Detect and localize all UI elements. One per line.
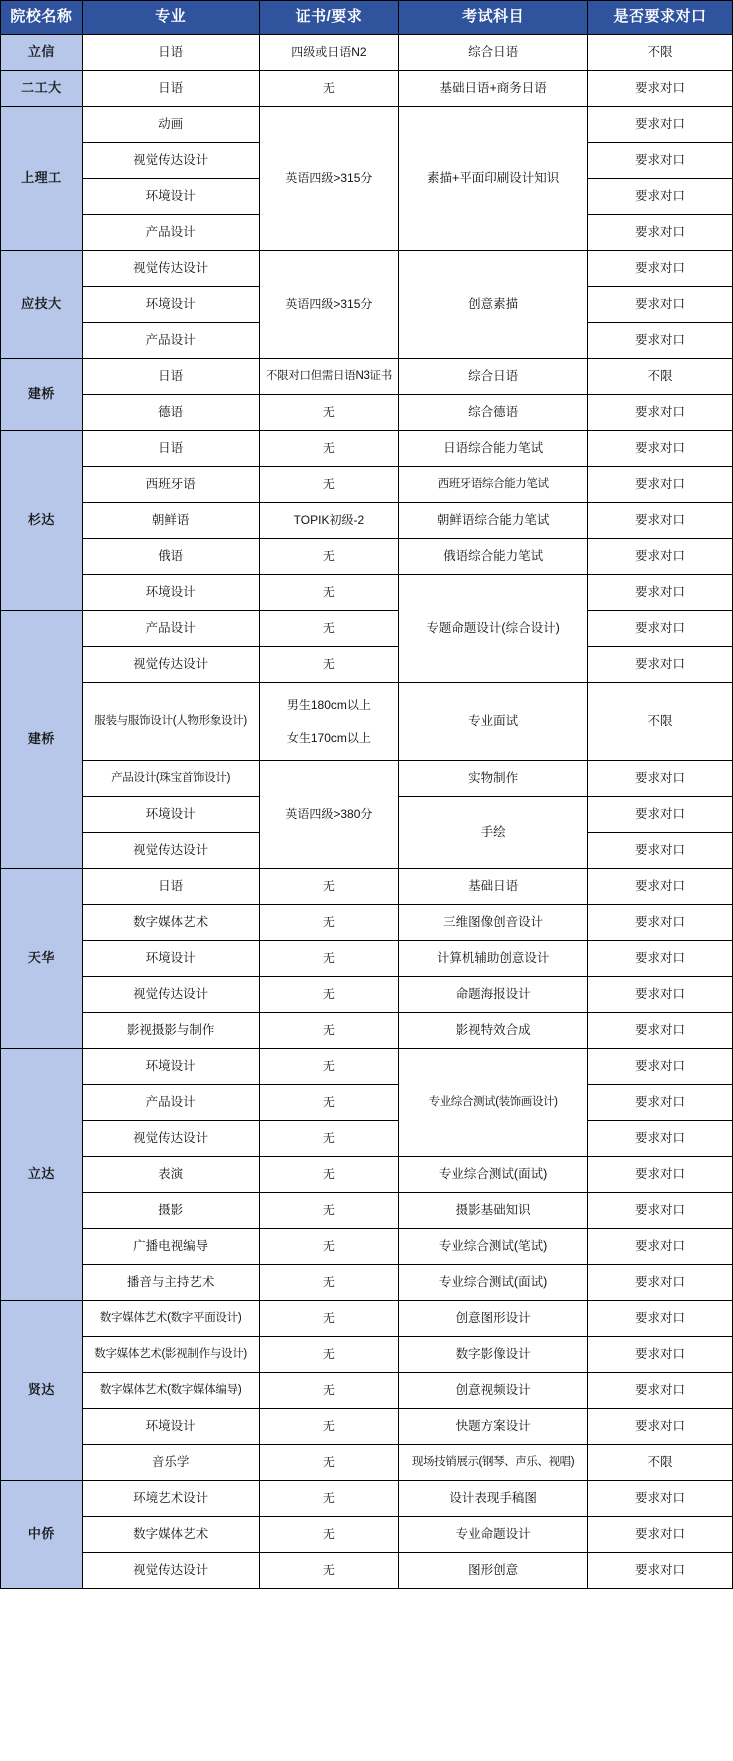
match-cell: 不限 — [587, 1445, 732, 1481]
exam-cell: 摄影基础知识 — [399, 1193, 588, 1229]
match-cell: 要求对口 — [587, 977, 732, 1013]
match-cell: 要求对口 — [587, 869, 732, 905]
certificate-cell: 无 — [259, 1553, 399, 1589]
header-row — [1, 1, 733, 35]
match-cell: 要求对口 — [587, 833, 732, 869]
major-cell: 朝鲜语 — [82, 503, 259, 539]
certificate-cell: 无 — [259, 1517, 399, 1553]
table-row — [1, 869, 733, 905]
certificate-cell — [259, 683, 399, 761]
major-cell: 广播电视编导 — [82, 1229, 259, 1265]
certificate-cell: 无 — [259, 1265, 399, 1301]
major-cell: 环境设计 — [82, 1409, 259, 1445]
major-cell: 摄影 — [82, 1193, 259, 1229]
exam-cell: 现场技销展示(钢琴、声乐、视唱) — [399, 1445, 588, 1481]
major-cell: 影视摄影与制作 — [82, 1013, 259, 1049]
certificate-cell: 无 — [259, 1409, 399, 1445]
table-row — [1, 1481, 733, 1517]
exam-cell: 俄语综合能力笔试 — [399, 539, 588, 575]
match-cell: 要求对口 — [587, 71, 732, 107]
certificate-cell: 英语四级>315分 — [259, 251, 399, 359]
match-cell: 要求对口 — [587, 107, 732, 143]
exam-cell: 专题命题设计(综合设计) — [399, 575, 588, 683]
exam-cell: 手绘 — [399, 797, 588, 869]
certificate-cell: 无 — [259, 1193, 399, 1229]
match-cell: 要求对口 — [587, 1121, 732, 1157]
school-cell: 天华 — [1, 869, 83, 1049]
cert-line-male: 男生180cm以上 — [286, 697, 371, 712]
certificate-cell: 无 — [259, 941, 399, 977]
exam-cell: 专业综合测试(笔试) — [399, 1229, 588, 1265]
major-cell: 日语 — [82, 359, 259, 395]
match-cell: 要求对口 — [587, 1229, 732, 1265]
match-cell: 要求对口 — [587, 1085, 732, 1121]
match-cell: 要求对口 — [587, 431, 732, 467]
major-cell: 环境设计 — [82, 941, 259, 977]
major-cell: 产品设计 — [82, 323, 259, 359]
major-cell: 环境艺术设计 — [82, 1481, 259, 1517]
certificate-cell: 无 — [259, 1373, 399, 1409]
major-cell: 数字媒体艺术 — [82, 905, 259, 941]
match-cell: 要求对口 — [587, 1409, 732, 1445]
exam-cell: 素描+平面印刷设计知识 — [399, 107, 588, 251]
table-row — [1, 683, 733, 761]
match-cell: 要求对口 — [587, 797, 732, 833]
match-cell: 要求对口 — [587, 215, 732, 251]
certificate-cell: 无 — [259, 1481, 399, 1517]
match-cell: 要求对口 — [587, 323, 732, 359]
table-row — [1, 71, 733, 107]
certificate-cell: 无 — [259, 611, 399, 647]
table-row — [1, 761, 733, 797]
certificate-cell: 无 — [259, 647, 399, 683]
table-row — [1, 1157, 733, 1193]
table-row — [1, 503, 733, 539]
match-cell: 要求对口 — [587, 941, 732, 977]
match-cell: 要求对口 — [587, 251, 732, 287]
exam-cell: 专业综合测试(面试) — [399, 1265, 588, 1301]
exam-cell: 基础日语 — [399, 869, 588, 905]
certificate-cell: 无 — [259, 575, 399, 611]
match-cell: 要求对口 — [587, 611, 732, 647]
table-row — [1, 575, 733, 611]
major-cell: 视觉传达设计 — [82, 977, 259, 1013]
exam-cell: 设计表现手稿图 — [399, 1481, 588, 1517]
match-cell: 要求对口 — [587, 1373, 732, 1409]
exam-cell: 数字影像设计 — [399, 1337, 588, 1373]
table-row — [1, 1373, 733, 1409]
table-row — [1, 1517, 733, 1553]
certificate-cell: 不限对口但需日语N3证书 — [259, 359, 399, 395]
match-cell: 不限 — [587, 35, 732, 71]
major-cell: 数字媒体艺术(数字平面设计) — [82, 1301, 259, 1337]
certificate-cell: 英语四级>380分 — [259, 761, 399, 869]
match-cell: 要求对口 — [587, 539, 732, 575]
exam-cell: 创意视频设计 — [399, 1373, 588, 1409]
certificate-cell: 四级或日语N2 — [259, 35, 399, 71]
table-row — [1, 251, 733, 287]
school-cell: 中侨 — [1, 1481, 83, 1589]
match-cell: 要求对口 — [587, 1265, 732, 1301]
certificate-cell: 无 — [259, 1445, 399, 1481]
match-cell: 要求对口 — [587, 1013, 732, 1049]
school-cell: 应技大 — [1, 251, 83, 359]
column-header-school: 院校名称 — [1, 1, 83, 35]
major-cell: 数字媒体艺术(影视制作与设计) — [82, 1337, 259, 1373]
major-cell: 环境设计 — [82, 179, 259, 215]
table-row — [1, 395, 733, 431]
exam-cell: 综合日语 — [399, 359, 588, 395]
match-cell: 要求对口 — [587, 1193, 732, 1229]
major-cell: 服装与服饰设计(人物形象设计) — [82, 683, 259, 761]
match-cell: 要求对口 — [587, 1553, 732, 1589]
major-cell: 日语 — [82, 431, 259, 467]
certificate-cell: 无 — [259, 905, 399, 941]
cert-line-female: 女生170cm以上 — [286, 730, 371, 745]
match-cell: 要求对口 — [587, 143, 732, 179]
exam-cell: 综合日语 — [399, 35, 588, 71]
table-row — [1, 1121, 733, 1157]
table-row — [1, 1445, 733, 1481]
exam-cell: 影视特效合成 — [399, 1013, 588, 1049]
match-cell: 不限 — [587, 359, 732, 395]
exam-cell: 西班牙语综合能力笔试 — [399, 467, 588, 503]
exam-cell: 专业命题设计 — [399, 1517, 588, 1553]
major-cell: 动画 — [82, 107, 259, 143]
table-row — [1, 1049, 733, 1085]
table-row — [1, 1337, 733, 1373]
table-row — [1, 1229, 733, 1265]
certificate-cell: 无 — [259, 977, 399, 1013]
match-cell: 要求对口 — [587, 647, 732, 683]
column-header-exam-subject: 考试科目 — [399, 1, 588, 35]
major-cell: 环境设计 — [82, 797, 259, 833]
major-cell: 德语 — [82, 395, 259, 431]
major-cell: 日语 — [82, 71, 259, 107]
exam-cell: 图形创意 — [399, 1553, 588, 1589]
major-cell: 播音与主持艺术 — [82, 1265, 259, 1301]
major-cell: 产品设计 — [82, 611, 259, 647]
certificate-cell: 无 — [259, 467, 399, 503]
table-row — [1, 977, 733, 1013]
certificate-cell: 无 — [259, 1049, 399, 1085]
exam-cell: 基础日语+商务日语 — [399, 71, 588, 107]
certificate-cell: 无 — [259, 869, 399, 905]
column-header-major-match: 是否要求对口 — [587, 1, 732, 35]
match-cell: 要求对口 — [587, 1337, 732, 1373]
major-cell: 视觉传达设计 — [82, 1121, 259, 1157]
certificate-cell: 无 — [259, 1121, 399, 1157]
certificate-cell: 英语四级>315分 — [259, 107, 399, 251]
school-cell: 杉达 — [1, 431, 83, 611]
cert-spacer — [262, 713, 397, 731]
school-cell: 建桥 — [1, 611, 83, 869]
certificate-cell: 无 — [259, 1229, 399, 1265]
school-cell: 立达 — [1, 1049, 83, 1301]
table-row — [1, 647, 733, 683]
table-row — [1, 941, 733, 977]
school-cell: 上理工 — [1, 107, 83, 251]
match-cell: 要求对口 — [587, 467, 732, 503]
match-cell: 要求对口 — [587, 1157, 732, 1193]
major-cell: 数字媒体艺术 — [82, 1517, 259, 1553]
exam-cell: 命题海报设计 — [399, 977, 588, 1013]
table-row — [1, 611, 733, 647]
exam-cell: 专业面试 — [399, 683, 588, 761]
exam-cell: 专业综合测试(装饰画设计) — [399, 1049, 588, 1157]
table-row — [1, 1193, 733, 1229]
match-cell: 要求对口 — [587, 395, 732, 431]
table-row — [1, 1553, 733, 1589]
major-cell: 音乐学 — [82, 1445, 259, 1481]
match-cell: 要求对口 — [587, 1301, 732, 1337]
major-cell: 环境设计 — [82, 575, 259, 611]
table-row — [1, 539, 733, 575]
major-cell: 产品设计 — [82, 1085, 259, 1121]
table-row — [1, 35, 733, 71]
exam-cell: 计算机辅助创意设计 — [399, 941, 588, 977]
major-cell: 俄语 — [82, 539, 259, 575]
table-row — [1, 905, 733, 941]
table-row — [1, 467, 733, 503]
major-cell: 产品设计 — [82, 215, 259, 251]
exam-cell: 朝鲜语综合能力笔试 — [399, 503, 588, 539]
table-row — [1, 1265, 733, 1301]
major-cell: 视觉传达设计 — [82, 833, 259, 869]
column-header-major: 专业 — [82, 1, 259, 35]
school-cell: 立信 — [1, 35, 83, 71]
certificate-cell: 无 — [259, 1157, 399, 1193]
match-cell: 要求对口 — [587, 503, 732, 539]
major-cell: 视觉传达设计 — [82, 647, 259, 683]
major-cell: 视觉传达设计 — [82, 1553, 259, 1589]
school-cell: 二工大 — [1, 71, 83, 107]
certificate-cell: 无 — [259, 539, 399, 575]
major-cell: 数字媒体艺术(数字媒体编导) — [82, 1373, 259, 1409]
table-row — [1, 1085, 733, 1121]
major-cell: 环境设计 — [82, 1049, 259, 1085]
table-header — [1, 1, 733, 35]
certificate-cell: 无 — [259, 395, 399, 431]
major-cell: 表演 — [82, 1157, 259, 1193]
match-cell: 要求对口 — [587, 287, 732, 323]
exam-cell: 日语综合能力笔试 — [399, 431, 588, 467]
major-cell: 视觉传达设计 — [82, 143, 259, 179]
table-row — [1, 431, 733, 467]
major-cell: 西班牙语 — [82, 467, 259, 503]
column-header-certificate: 证书/要求 — [259, 1, 399, 35]
match-cell: 要求对口 — [587, 179, 732, 215]
school-cell: 建桥 — [1, 359, 83, 431]
certificate-cell: 无 — [259, 1085, 399, 1121]
match-cell: 要求对口 — [587, 761, 732, 797]
exam-cell: 创意图形设计 — [399, 1301, 588, 1337]
school-cell: 贤达 — [1, 1301, 83, 1481]
exam-cell: 专业综合测试(面试) — [399, 1157, 588, 1193]
match-cell: 要求对口 — [587, 575, 732, 611]
table-row — [1, 1301, 733, 1337]
major-cell: 产品设计(珠宝首饰设计) — [82, 761, 259, 797]
exam-cell: 快题方案设计 — [399, 1409, 588, 1445]
table-body — [1, 35, 733, 1589]
match-cell: 要求对口 — [587, 905, 732, 941]
match-cell: 要求对口 — [587, 1517, 732, 1553]
exam-cell: 三维图像创音设计 — [399, 905, 588, 941]
exam-cell: 创意素描 — [399, 251, 588, 359]
exam-cell: 实物制作 — [399, 761, 588, 797]
table-row — [1, 1409, 733, 1445]
certificate-cell: 无 — [259, 1301, 399, 1337]
major-cell: 环境设计 — [82, 287, 259, 323]
match-cell: 要求对口 — [587, 1481, 732, 1517]
certificate-cell: TOPIK初级-2 — [259, 503, 399, 539]
major-cell: 日语 — [82, 35, 259, 71]
match-cell: 要求对口 — [587, 1049, 732, 1085]
certificate-cell: 无 — [259, 1337, 399, 1373]
major-cell: 日语 — [82, 869, 259, 905]
certificate-cell: 无 — [259, 1013, 399, 1049]
major-cell: 视觉传达设计 — [82, 251, 259, 287]
table-row — [1, 359, 733, 395]
certificate-cell: 无 — [259, 71, 399, 107]
exam-cell: 综合德语 — [399, 395, 588, 431]
match-cell: 不限 — [587, 683, 732, 761]
table-row — [1, 107, 733, 143]
certificate-cell: 无 — [259, 431, 399, 467]
table-row — [1, 1013, 733, 1049]
